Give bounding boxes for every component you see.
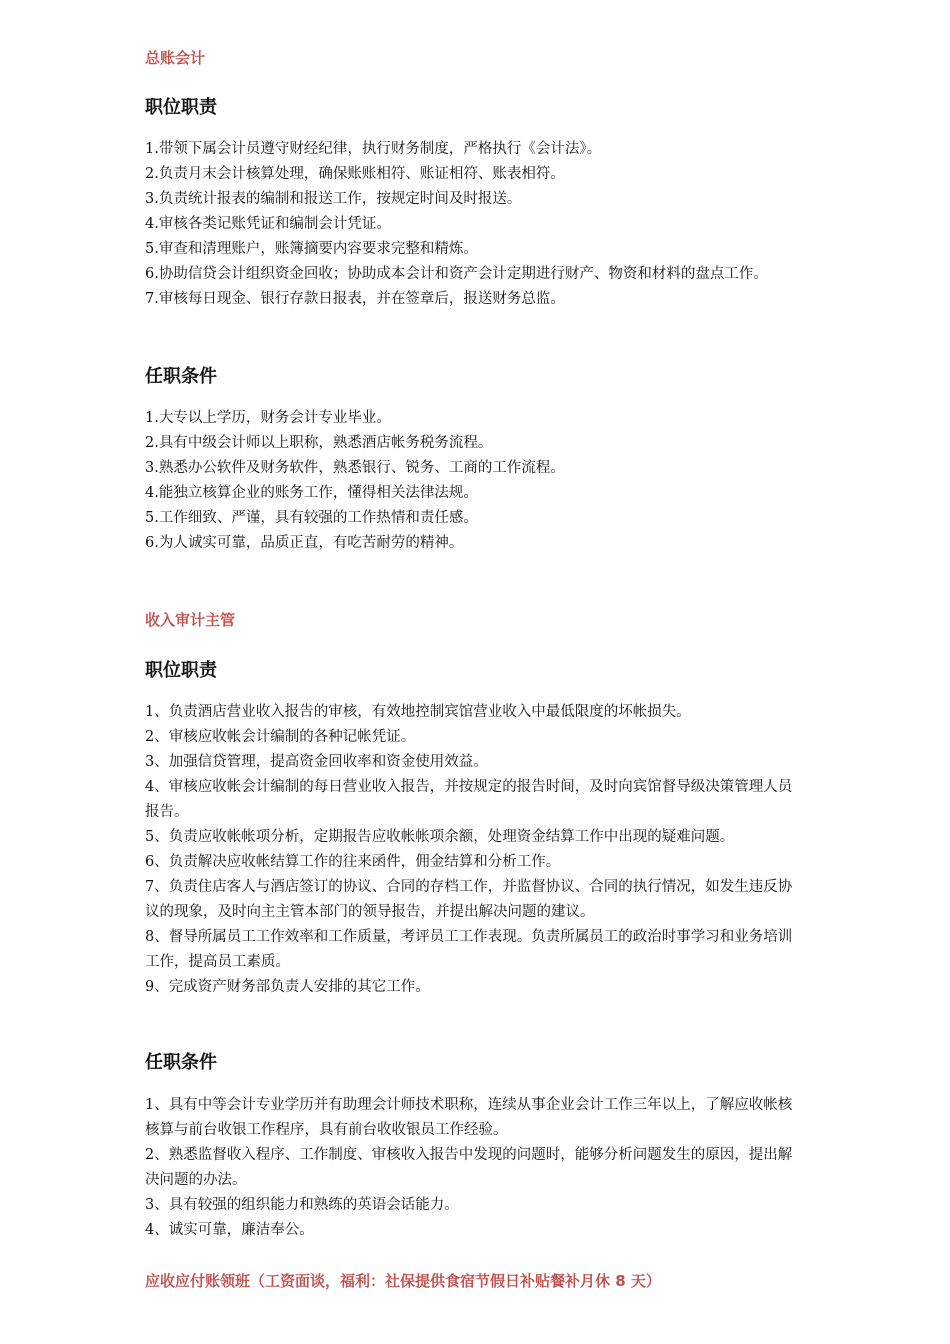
list-item: 4、审核应收帐会计编制的每日营业收入报告，并按规定的报告时间，及时向宾馆督导级决策管理人员报告。 <box>145 779 793 820</box>
list-item: 5.工作细致、严谨，具有较强的工作热情和责任感。 <box>145 510 478 526</box>
list-item: 6.协助信贷会计组织资金回收；协助成本会计和资产会计定期进行财产、物资和材料的盘点工作。 <box>145 266 768 282</box>
list-item: 6.为人诚实可靠，品质正直，有吃苦耐劳的精神。 <box>145 535 464 551</box>
list-item: 6、负责解决应收帐结算工作的往来函件，佣金结算和分析工作。 <box>145 854 561 870</box>
list-item: 8、督导所属员工工作效率和工作质量，考评员工工作表现。负责所属员工的政治时事学习和业务培训工作，提高员工素质。 <box>145 929 793 970</box>
list-item: 7.审核每日现金、银行存款日报表，并在签章后，报送财务总监。 <box>145 291 565 307</box>
list-item: 2、审核应收帐会计编制的各种记帐凭证。 <box>145 729 416 745</box>
list-item: 3.熟悉办公软件及财务软件，熟悉银行、锐务、工商的工作流程。 <box>145 460 565 476</box>
list-item: 4.审核各类记账凭证和编制会计凭证。 <box>145 216 391 232</box>
list-item: 1.带领下属会计员遵守财经纪律，执行财务制度，严格执行《会计法》。 <box>145 141 602 157</box>
list-item: 3、具有较强的组织能力和熟练的英语会话能力。 <box>145 1197 459 1213</box>
list-item: 5.审查和清理账户，账簿摘要内容要求完整和精炼。 <box>145 241 478 257</box>
list-item: 3、加强信贷管理，提高资金回收率和资金使用效益。 <box>145 754 488 770</box>
list-item: 1、负责酒店营业收入报告的审核，有效地控制宾馆营业收入中最低限度的坏帐损失。 <box>145 704 691 720</box>
duties-list <box>145 700 835 1000</box>
list-item: 2、熟悉监督收入程序、工作制度、审核收入报告中发现的问题时，能够分析问题发生的原因，提出解决问题的办法。 <box>145 1147 793 1188</box>
job-title-general-accountant: 总账会计 <box>145 49 206 67</box>
list-item: 2.负责月末会计核算处理，确保账账相符、账证相符、账表相符。 <box>145 166 565 182</box>
section-heading-duties: 职位职责 <box>145 97 217 118</box>
list-item: 3.负责统计报表的编制和报送工作，按规定时间及时报送。 <box>145 191 522 207</box>
duties-list <box>145 137 835 312</box>
job-title-revenue-audit-supervisor: 收入审计主管 <box>145 611 236 629</box>
list-item: 4、诚实可靠，廉洁奉公。 <box>145 1222 314 1238</box>
list-item: 1.大专以上学历，财务会计专业毕业。 <box>145 410 391 426</box>
section-heading-requirements: 任职条件 <box>145 1052 217 1073</box>
list-item: 2.具有中级会计师以上职称，熟悉酒店帐务税务流程。 <box>145 435 493 451</box>
section-heading-requirements: 任职条件 <box>145 366 217 387</box>
section-heading-duties: 职位职责 <box>145 660 217 681</box>
list-item: 1、具有中等会计专业学历并有助理会计师技术职称，连续从事企业会计工作三年以上，了解应收帐核核算与前台收银工作程序，具有前台收收银员工作经验。 <box>145 1097 793 1138</box>
requirements-list <box>145 406 835 556</box>
list-item: 4.能独立核算企业的账务工作，懂得相关法律法规。 <box>145 485 478 501</box>
list-item: 5、负责应收帐帐项分析，定期报告应收帐帐项余额，处理资金结算工作中出现的疑难问题。 <box>145 829 735 845</box>
list-item: 7、负责住店客人与酒店签订的协议、合同的存档工作，并监督协议、合同的执行情况，如发生违反协议的现象，及时向主主管本部门的领导报告，并提出解决问题的建议。 <box>145 879 793 920</box>
job-title-ar-ap-supervisor: 应收应付账领班（工资面谈，福利：社保提供食宿节假日补贴餐补月休 8 天） <box>145 1272 661 1290</box>
list-item: 9、完成资产财务部负责人安排的其它工作。 <box>145 979 430 995</box>
requirements-list <box>145 1093 835 1243</box>
